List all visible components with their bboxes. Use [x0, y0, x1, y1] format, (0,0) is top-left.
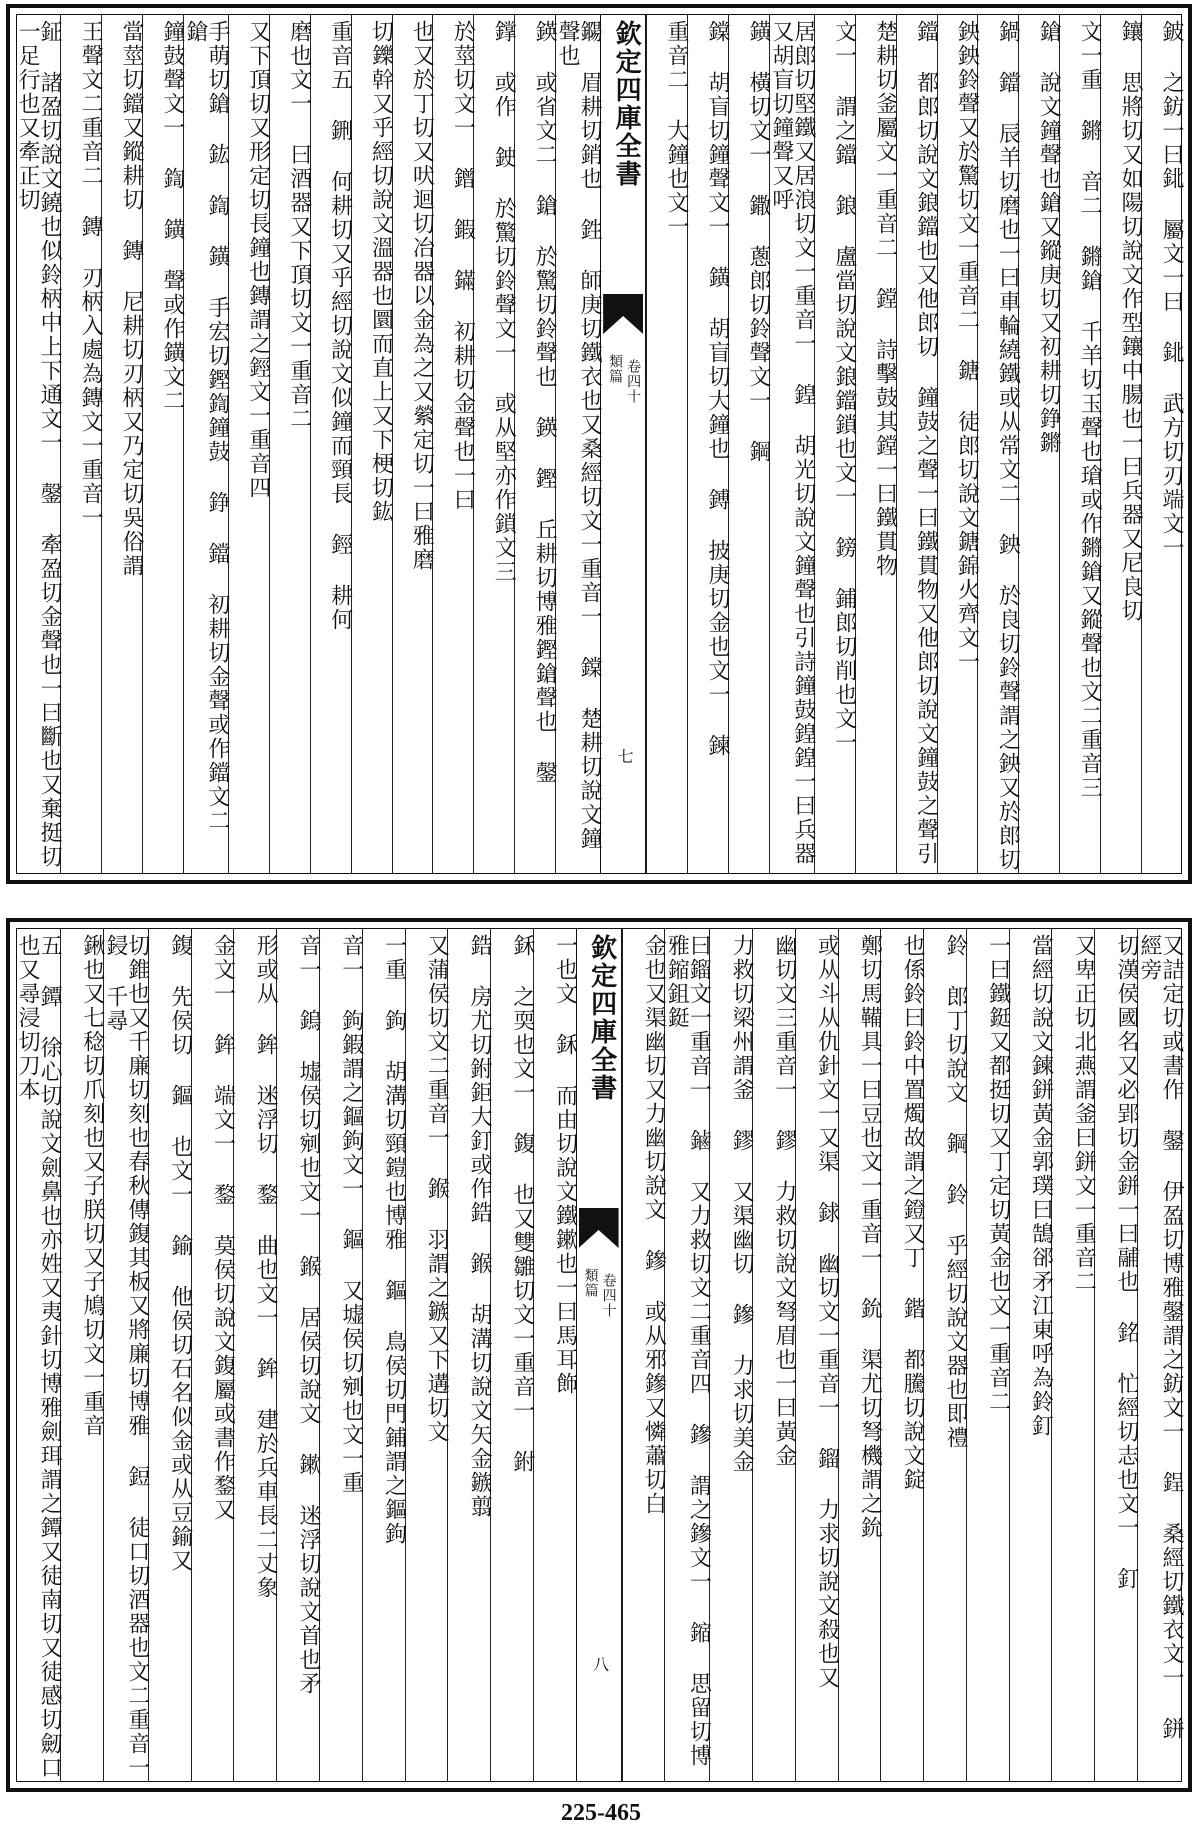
bottom-category: 類篇	[582, 1268, 599, 1298]
top-col-7: 鐺 都郎切說文鋃鐺也又他郎切 鐘鼓之聲一曰鐵貫物又他郎切說文鐘鼓之聲引	[896, 14, 937, 874]
top-book-title: 欽定四庫全書	[611, 20, 642, 188]
top-columns	[16, 14, 1182, 874]
top-col-2: 鑲 思將切又如陽切說文作型鑲中腸也一曰兵器又尼良切	[1100, 14, 1141, 874]
top-left-col-7: 重音五 鉶 何耕切又乎經切說文似鐘而頸長 鋞 耕何	[310, 14, 351, 874]
top-left-col-5: 也又於丁切又吠迴切冶器以金為之又縈定切一曰雅磨	[392, 14, 433, 874]
bottom-left-col-13: 五 鐔 徐心切說文劍鼻也亦姓又夷針切博雅劍珥謂之鐔又徒南切又徒感切劒口也又尋浸切刀本	[15, 934, 63, 1780]
bottom-leaf-number: 八	[590, 1656, 610, 1672]
bottom-col-10: 幽切文三重音一 鏐 力救切說文弩眉也一曰黃金	[752, 928, 795, 1782]
page-number: 225-465	[561, 1800, 641, 1826]
bottom-col-3: 又卑正切北燕謂釜曰鉼文一重音二	[1051, 928, 1094, 1782]
top-col-11: 鐄 橫切文一 鏾 蔥郎切鈴聲文一 鋼	[728, 14, 769, 874]
top-left-col-4: 於莖切文一 鏳 鍜 鏋 初耕切金聲也一曰	[432, 14, 473, 874]
bottom-col-7: 也係鈴曰鈴中置燭故謂之鐙又丁 鍇 都騰切說文錠	[880, 928, 923, 1782]
top-col-4: 鎗 說文鐘聲也鎗又鏦庚切又初耕切錚鏘	[1018, 14, 1059, 874]
top-col-13: 重音二 大鐘也文一	[646, 14, 687, 874]
top-category: 類篇	[607, 354, 624, 384]
bottom-center-band	[576, 928, 622, 1782]
top-left-col-8: 磨也文一 曰酒器又下頂切文一重音二	[269, 14, 310, 874]
top-page-block	[6, 4, 1192, 884]
bottom-col-6: 鈴 郎丁切說文 鋼 鈴 乎經切說文器也即禮	[923, 928, 966, 1782]
top-fish-tail-mark	[603, 294, 643, 334]
bottom-columns	[16, 928, 1182, 1782]
top-col-5: 鍋 鐺 辰羊切磨也一曰車輪繞鐵或从常文二 鉠 於良切鈴聲謂之鉠又於郎切	[977, 14, 1018, 874]
top-col-8: 楚耕切釜屬文一重音二 鏜 詩擊鼓其鏜一曰鐵貫物	[855, 14, 896, 874]
bottom-book-title: 欽定四庫全書	[586, 934, 617, 1102]
bottom-left-col-10: 鍑 先侯切 鏂 也文一 鍮 他侯切石名似金或从豆鍮又	[148, 928, 191, 1782]
bottom-volume: 卷四十	[600, 1273, 617, 1318]
bottom-col-12: 曰鎦文一重音一 鏀 又力救切文二重音四 鏒 謂之鏒文一 鏥 思留切博雅鏥鉏鋌	[664, 928, 709, 1782]
bottom-left-col-5: 一重 鉤 胡溝切頸鎧也博雅 鏂 鳥侯切門鋪謂之鏂鉤	[362, 928, 405, 1782]
bottom-left-col-6: 音一 鉤鍜謂之鏂鉤文一 鏂 又墟侯切剜也文一重	[319, 928, 362, 1782]
top-left-col-2: 鍈 或省文二 鎗 於驚切鈴聲也 鍈 鏗 丘耕切博雅鏗鎗聲也 鏧	[514, 14, 555, 874]
top-col-1: 鈹 之鈁一曰鉳 屬文一曰 鉳 武方切刃端文一	[1141, 14, 1182, 874]
bottom-left-col-9: 金文一 鉾 端文一 鍪 莫侯切說文鍑屬或書作鍪又	[191, 928, 234, 1782]
bottom-col-11: 力救切梁州謂釜 鏐 又渠幽切 鏒 力求切美金	[709, 928, 752, 1782]
top-left-col-6: 切鑠幹又乎經切說文溫器也圜而直上又下梗切鈜	[351, 14, 392, 874]
bottom-col-8: 鄭切馬鞴具一曰豆也文一重音一 鈗 渠尤切弩機謂之鈗	[838, 928, 881, 1782]
bottom-left-col-12: 鍬也又七稔切爪刻也又子朕切又子鳩切文一重音	[60, 928, 103, 1782]
top-left-col-14: 鉦 諸盈切說文鐃也似鈴柄中上下通文一 鏧 牽盈切金聲也一曰斷也又棄挺切一足行也又牽正切	[15, 20, 63, 869]
bottom-fish-tail-mark	[579, 1208, 619, 1248]
top-leaf-number: 七	[615, 748, 635, 764]
top-left-col-10: 手萌切鎗 鈜 鍧 鐄 手宏切鏗鍧鐘鼓 錚 鐺 初耕切金聲或作鐺文二 鎗	[183, 14, 228, 874]
top-center-band	[600, 14, 646, 874]
top-left-col-3: 鐣 或作 鉂 於驚切鈴聲文一 或从堅亦作鎖文三	[473, 14, 514, 874]
top-volume: 卷四十	[625, 359, 642, 404]
top-col-6: 鉠鉠鈴聲又於驚切文一重音二 鎕 徒郎切說文鎕錦火齊文一	[937, 14, 978, 874]
bottom-col-2: 切漢侯國名又必郢切金鉼一曰鬴也 銘 忙經切志也文一 釘	[1094, 928, 1137, 1782]
bottom-left-col-11: 切錐也又千廉切刻也春秋傳鍑其板又將廉切博雅 鋀 徒口切酒器也文二重音一 鋟 千尋	[103, 928, 148, 1782]
bottom-left-col-7: 音一 鎢 墟侯切剜也文一 鍭 居侯切說文 鏉 迷浮切說文首也矛	[276, 928, 319, 1782]
top-col-3: 文一重 鏘 音二 鏘鎗 千羊切玉聲也瑲或作鏘鎗又鏦聲也文二重音三	[1059, 14, 1100, 874]
bottom-page-block	[6, 918, 1192, 1792]
bottom-left-col-1: 一也文 鉌 而由切說文鐵鏉也一曰馬耳飾	[533, 928, 576, 1782]
top-col-12: 鏿 胡盲切鐘聲文一 鐄 胡盲切大鐘也 鎛 披庚切金也文一 鍊	[687, 14, 728, 874]
top-left-col-13: 王聲文二重音二 鏄 刃柄入處為鏄文一重音一	[60, 14, 101, 874]
bottom-col-13: 金也又渠幽切又力幽切說文 鏒 或从邪鏒又憐蕭切白	[622, 928, 665, 1782]
top-left-col-1: 鐊 眉耕切銷也 鉎 師庚切鐵衣也又桑經切文一重音一 鏿 楚耕切說文鐘聲也	[555, 14, 600, 874]
top-left-col-9: 又下頂切又形定切長鐘也鏄謂之鋞文一重音四	[228, 14, 269, 874]
top-col-10: 居郎切堅鐵又居浪切文一重音一 鍠 胡光切說文鐘聲也引詩鐘鼓鍠鍠一曰兵器又胡盲切鐘聲又呼	[769, 14, 814, 874]
top-col-9: 文一 謂之鐺 鋃 盧當切說文鋃鐺鎖也文一 鎊 鋪郎切削也文一	[814, 14, 855, 874]
bottom-left-col-2: 鉌 之耎也文一 鍑 也又雙雛切文一重音一 鉜	[490, 928, 533, 1782]
bottom-col-9: 或从斗从仇針文一又渠 銶 幽切文一重音一 鎦 力求切說文殺也又	[795, 928, 838, 1782]
bottom-col-1: 又詰定切或書作 鏧 伊盈切博雅鏧謂之鈁文一 鋥 桑經切鐵衣文一 鉼 經旁	[1137, 928, 1182, 1782]
top-left-col-12: 當莖切鐺又鏦耕切 鏄 尼耕切刃柄又乃定切吳俗謂	[101, 14, 142, 874]
bottom-col-4: 當經切說文鍊鉼黃金郭璞曰鵠郤矛江東呼為鈴釘	[1009, 928, 1052, 1782]
bottom-left-col-4: 又蒲侯切文二重音一 鍭 羽謂之鏃又下遘切文	[405, 928, 448, 1782]
bottom-left-col-8: 形或从 鉾 迷浮切 鍪 曲也文一 鉾 建於兵車長二丈象	[233, 928, 276, 1782]
top-left-col-11: 鐘鼓聲文一 鍧 鐄 聲或作鐄文二	[142, 14, 183, 874]
bottom-left-col-3: 鋯 房尤切鉜鉅大釘或作鋯 鍭 胡溝切說文矢金鏃翦	[447, 928, 490, 1782]
bottom-col-5: 一曰鐵鋌又都挺切又丁定切黃金也文一重音二	[966, 928, 1009, 1782]
